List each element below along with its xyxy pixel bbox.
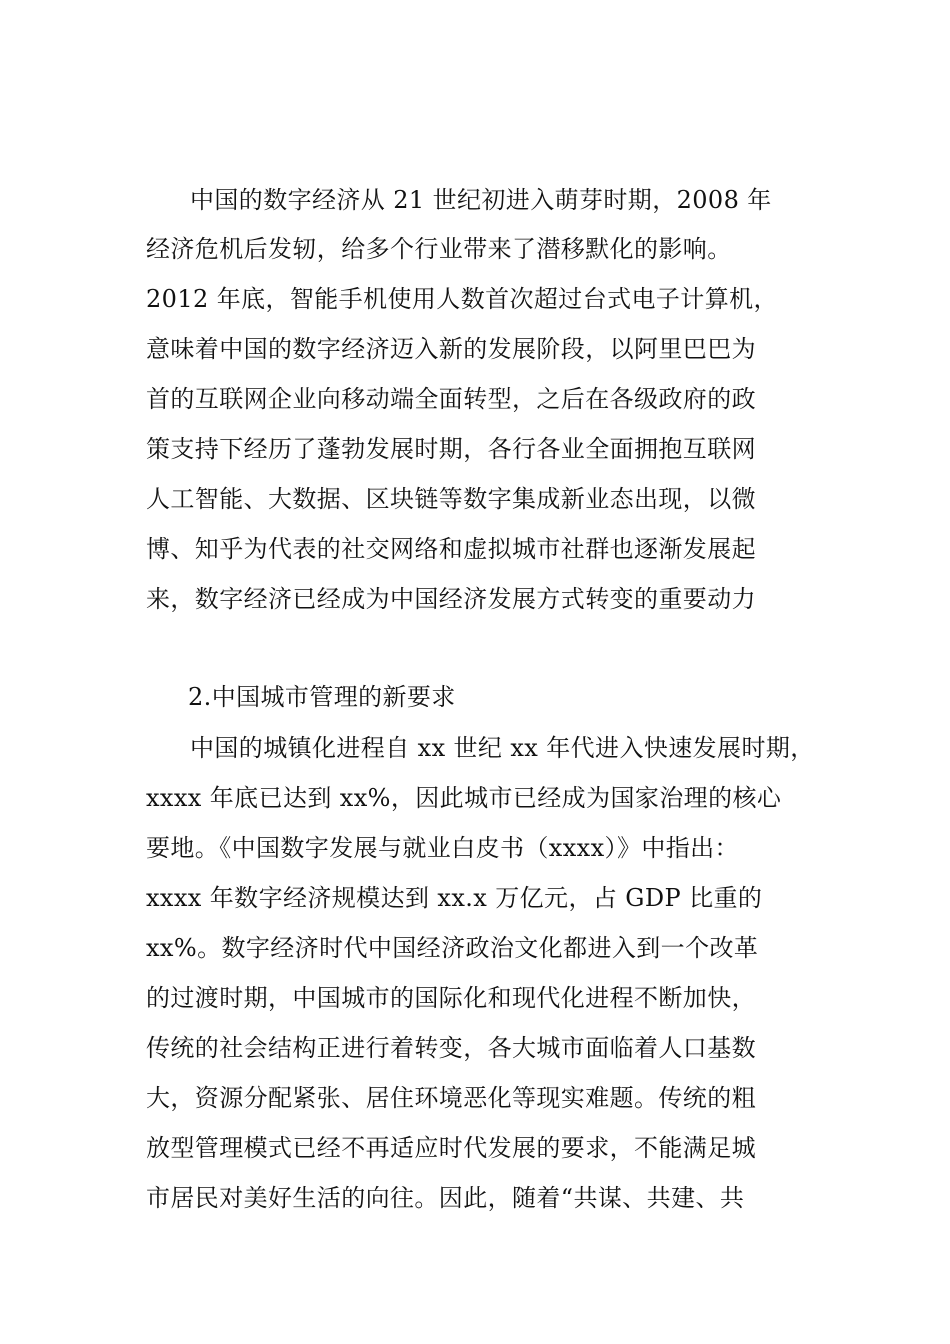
text-line: 首的互联网企业向移动端全面转型，之后在各级政府的政 — [146, 385, 756, 413]
text-line: 放型管理模式已经不再适应时代发展的要求，不能满足城 — [146, 1134, 756, 1162]
text-line: 大，资源分配紧张、居住环境恶化等现实难题。传统的粗 — [146, 1084, 756, 1112]
text-line: 意味着中国的数字经济迈入新的发展阶段，以阿里巴巴为 — [146, 335, 756, 363]
text-line: 策支持下经历了蓬勃发展时期，各行各业全面拥抱互联网 — [146, 435, 756, 463]
text-line: 2012 年底，智能手机使用人数首次超过台式电子计算机， — [146, 285, 778, 313]
text-line: xxxx 年底已达到 xx%，因此城市已经成为国家治理的核心 — [146, 784, 782, 812]
text-line: xxxx 年数字经济规模达到 xx.x 万亿元，占 GDP 比重的 — [146, 884, 763, 912]
text-line: 来，数字经济已经成为中国经济发展方式转变的重要动力 — [146, 585, 756, 613]
text-line: 中国的城镇化进程自 xx 世纪 xx 年代进入快速发展时期， — [190, 734, 815, 762]
text-line: 的过渡时期，中国城市的国际化和现代化进程不断加快， — [146, 984, 756, 1012]
text-line: 中国的数字经济从 21 世纪初进入萌芽时期，2008 年 — [190, 186, 772, 214]
text-line: 人工智能、大数据、区块链等数字集成新业态出现，以微 — [146, 485, 756, 513]
text-line: 要地。《中国数字发展与就业白皮书（xxxx）》中指出： — [146, 834, 739, 862]
text-line: xx%。数字经济时代中国经济政治文化都进入到一个改革 — [146, 934, 759, 962]
text-line: 经济危机后发轫，给多个行业带来了潜移默化的影响。 — [146, 235, 732, 263]
section-heading: 2.中国城市管理的新要求 — [188, 683, 456, 711]
text-line: 博、知乎为代表的社交网络和虚拟城市社群也逐渐发展起 — [146, 535, 756, 563]
text-line: 传统的社会结构正进行着转变，各大城市面临着人口基数 — [146, 1034, 756, 1062]
text-line: 市居民对美好生活的向往。因此，随着“共谋、共建、共 — [146, 1184, 745, 1212]
